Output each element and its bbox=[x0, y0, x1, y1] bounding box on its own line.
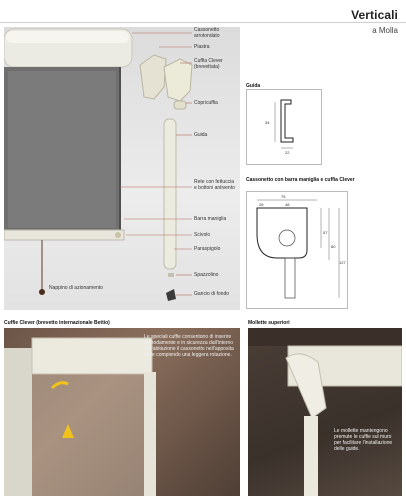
photo-left-title: Cuffie Clever (brevetto internazionale Bettio) bbox=[4, 320, 110, 326]
label-nappino: Nappino di azionamento bbox=[49, 285, 103, 291]
dim-80: 80 bbox=[331, 244, 336, 249]
guida-profile-icon bbox=[247, 90, 321, 164]
rail-in-photo-right bbox=[304, 416, 318, 496]
label-piastra: Piastra bbox=[194, 44, 210, 50]
rail-in-photo bbox=[144, 372, 156, 496]
mesh-inner bbox=[8, 71, 116, 228]
dim-48: 48 bbox=[285, 202, 290, 207]
label-spazzolino: Spazzolino bbox=[194, 272, 219, 278]
piastra-part bbox=[140, 55, 166, 99]
bar-end-cap bbox=[115, 232, 121, 238]
cassonetto-title: Cassonetto con barra maniglia e cuffia Clever bbox=[246, 177, 355, 183]
label-cassonetto: Cassonetto arrotondato bbox=[194, 27, 220, 39]
label-paraspigolo: Paraspigolo bbox=[194, 246, 221, 252]
dim-127: 127 bbox=[339, 260, 346, 265]
paraspigolo-part bbox=[168, 273, 174, 277]
label-guida: Guida bbox=[194, 132, 208, 138]
copricuffia-part bbox=[174, 101, 186, 109]
photo-left-caption: Le speciali cuffie consentono di inserire comodamente e in sicurezza dall'interno dell'abitazione il cassonetto nell'apposita sede compiendo una leggera rotazione. bbox=[144, 334, 234, 358]
dim-75: 75 bbox=[281, 194, 286, 199]
photo-right-caption: Le mollette mantengono premute le cuffie sul muro per facilitare l'installazione delle guide. bbox=[334, 428, 393, 452]
cassonetto-profile-icon bbox=[247, 192, 347, 308]
box-in-photo bbox=[32, 338, 152, 374]
guida-dim-width: 22 bbox=[285, 150, 290, 155]
guida-dim-height: 34 bbox=[265, 120, 270, 125]
pull-knob bbox=[39, 289, 45, 295]
cassonetto-drawing-box bbox=[246, 191, 348, 309]
dim-57: 57 bbox=[323, 230, 328, 235]
guida-part bbox=[164, 119, 176, 269]
label-scivolo: Scivolo bbox=[194, 232, 211, 238]
photo-right-mollette bbox=[248, 328, 402, 496]
label-cuffia-clever: Cuffia Clever (brevettata) bbox=[194, 58, 223, 70]
wall-frame bbox=[4, 348, 32, 496]
label-gancio: Gancio di fondo bbox=[194, 291, 230, 297]
page-title: Verticali bbox=[351, 8, 398, 22]
label-copricuffia: Copricuffia bbox=[194, 100, 218, 106]
cassonetto-highlight bbox=[6, 31, 129, 43]
page-subtitle: a Molla bbox=[372, 26, 398, 35]
bottom-bar bbox=[4, 230, 124, 240]
window-glass bbox=[32, 374, 144, 496]
guida-title: Guida bbox=[246, 83, 261, 89]
gancio-part bbox=[166, 289, 176, 301]
guida-drawing-box bbox=[246, 89, 322, 165]
cuffia-part bbox=[164, 59, 192, 101]
photo-right-illustration bbox=[248, 328, 402, 496]
product-figure-panel bbox=[4, 27, 240, 310]
header-top-rule bbox=[0, 22, 406, 23]
label-barra-maniglia: Barra maniglia bbox=[194, 216, 227, 222]
dim-26: 26 bbox=[259, 202, 264, 207]
wall-top bbox=[248, 328, 402, 346]
photo-right-title: Mollette superiori bbox=[248, 320, 290, 326]
label-rete: Rete con fettuccia e bottoni antivento bbox=[194, 179, 235, 191]
photo-left-clever-caps bbox=[4, 328, 240, 496]
